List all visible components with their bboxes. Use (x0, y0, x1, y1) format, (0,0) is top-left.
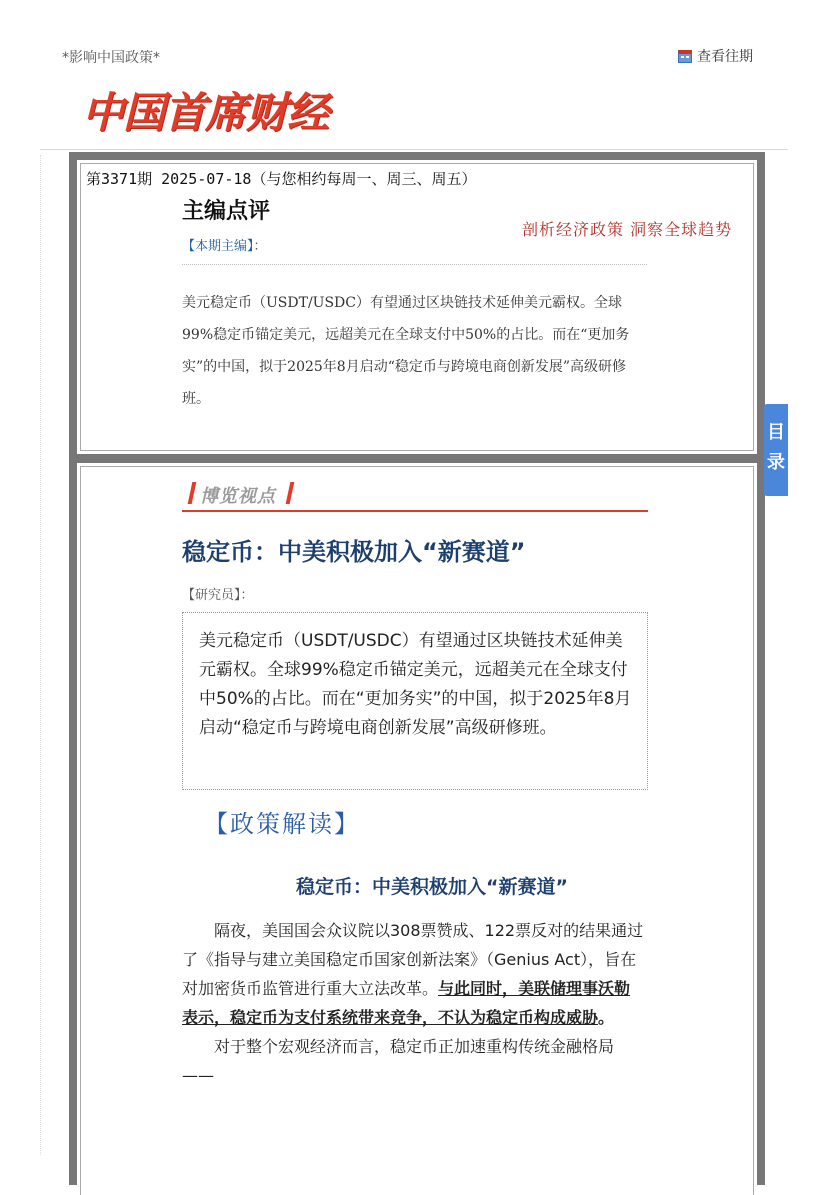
slogan: 剖析经济政策 洞察全球趋势 (522, 220, 733, 239)
editor-label-text: 【本期主编】 (182, 239, 254, 254)
section-header (182, 480, 648, 512)
paragraph-1 (182, 916, 644, 1032)
site-logo[interactable]: 中国首席财经 (82, 88, 329, 137)
section-bar-right (286, 482, 295, 504)
summary-box (182, 612, 648, 790)
policy-heading: 【政策解读】 (204, 810, 360, 838)
section-bar-left (188, 482, 197, 504)
editor-colon: ： (253, 239, 267, 254)
left-guide (40, 155, 42, 1155)
review-title: 主编点评 (182, 199, 271, 224)
editor-label (182, 235, 267, 254)
toc-label-2: 录 (767, 452, 785, 473)
toc-label-1: 目 (767, 422, 785, 443)
researcher-label: 【研究员】： (182, 588, 254, 603)
paragraph-1-end: 。 (598, 1008, 615, 1027)
policy-sub-title: 稳定币：中美积极加入“新赛道” (296, 876, 568, 898)
paragraph-1-emphasis: 与此同时，美联储理事沃勒表示，稳定币为支付系统带来竞争，不认为稳定币构成威胁 (182, 979, 631, 1027)
review-divider (182, 264, 647, 265)
article-title: 稳定币：中美积极加入“新赛道” (182, 538, 526, 566)
paragraph-2: 对于整个宏观经济而言，稳定币正加速重构传统金融格局—— (182, 1037, 615, 1085)
calendar-icon (678, 50, 692, 63)
archive-label: 查看往期 (697, 49, 753, 65)
archive-link[interactable] (678, 46, 753, 66)
header-divider (40, 149, 788, 150)
toc-button[interactable] (764, 404, 788, 496)
article-body (182, 916, 644, 1090)
review-body: 美元稳定币（USDT/USDC）有望通过区块链技术延伸美元霸权。全球99%稳定币锚定美元，远超美元在全球支付中50%的占比。而在“更加务实”的中国，拟于2025年8月启动“稳定币与跨境电商创新发展”高级研修班。 (182, 295, 630, 407)
tagline: *影响中国政策* (62, 50, 160, 66)
summary-text: 美元稳定币（USDT/USDC）有望通过区块链技术延伸美元霸权。全球99%稳定币锚定美元，远超美元在全球支付中50%的占比。而在“更加务实”的中国，拟于2025年8月启动“稳定币与跨境电商创新发展”高级研修班。 (199, 631, 632, 738)
issue-line: 第3371期 2025-07-18（与您相约每周一、周三、周五） (86, 170, 477, 188)
section-title: 博览视点 (200, 486, 276, 507)
paragraph-1-text: 隔夜，美国国会众议院以308票赞成、122票反对的结果通过了《指导与建立美国稳定币国家创新法案》（Genius Act），旨在对加密货币监管进行重大立法改革。 (182, 921, 644, 998)
